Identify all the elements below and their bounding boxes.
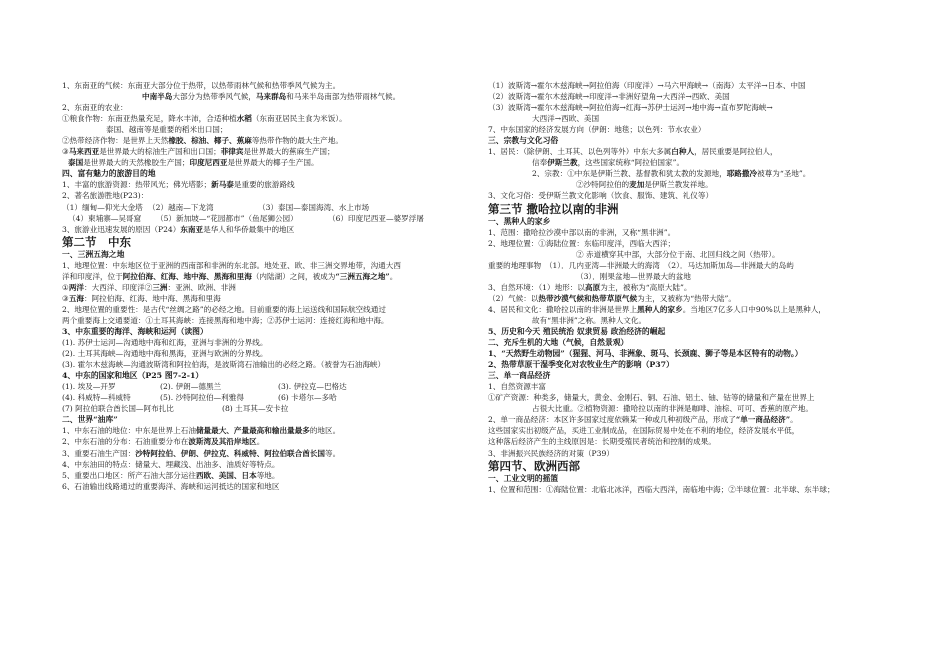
text-line: 大西洋→西欧、美国 xyxy=(532,114,600,124)
text-line: 4、居民和文化：撒哈拉以南的非洲是世界上黑种人的家乡。当地区7亿多人口中90%以上是黑种人， xyxy=(488,304,826,314)
text-line: 1、位置和范围：①海陆位置：北临北冰洋，西临大西洋，南临地中海；②半球位置：北半球、东半球； xyxy=(488,484,835,494)
text-line: (3). 霍尔木兹海峡—沟通波斯湾和阿拉伯海，是波斯湾石油输出的必经之路。（被誉为石油海峡） xyxy=(62,360,386,370)
text-line: ②沙特阿拉伯的麦加是伊斯兰教发祥地。 xyxy=(576,180,713,190)
section-heading: 4、中东的国家和地区（P25 图7-2-1） xyxy=(62,371,204,381)
text-line: 两个重要海上交通要道：①土耳其海峡：连接黑海和地中海；②苏伊士运河：连接红海和地中海。 xyxy=(62,315,389,325)
text-line: （3）波斯湾→霍尔木兹海峡→阿拉伯海→红海→苏伊士运河→地中海→直布罗陀海峡→ xyxy=(488,103,773,113)
text-line: （2）波斯湾→霍尔木兹海峡→印度洋→非洲好望角→大西洋→西欧、美国 xyxy=(488,92,730,102)
section-heading: 三、宗教与文化习俗 xyxy=(488,136,559,146)
text-line: (7) 阿拉伯联合酋长国—阿布扎比 (8) 土耳其—安卡拉 xyxy=(62,404,289,414)
text-line: ①粮食作物：东南亚热量充足，降水丰沛，合适种植水稻（东南亚居民主食为米饭）。 xyxy=(62,114,347,124)
left-column xyxy=(62,80,472,492)
text-line: 2、地理位置的重要性：是古代“丝绸之路”的必经之地。目前重要的海上运送线和国际航空线通过 xyxy=(62,304,386,314)
text-line: 1、中东石油的地位：中东是世界上石油储量最大、产量最高和输出量最多的地区。 xyxy=(62,426,341,436)
text-line: 这种落后经济产生的主线原因是：长期受殖民者统治和控制的成果。 xyxy=(488,437,716,447)
section-heading: 二、充斥生机的大地（气候，自然景观） xyxy=(488,338,629,348)
text-line: 1、居民：（除伊朗、土耳其、以色列等外）中东大多属白种人，居民重要是阿拉伯人， xyxy=(488,147,778,157)
section-heading: 一、工业文明的摇篮 xyxy=(488,473,559,483)
text-line: ③马来西亚是世界最大的棕油生产国和出口国；菲律宾是世界最大的蕉麻生产国； xyxy=(62,147,335,157)
chapter-heading: 第二节 中东 xyxy=(62,234,131,249)
chapter-heading: 第三节 撒哈拉以南的非洲 xyxy=(488,201,619,216)
text-line: （2）气候：以热带沙漠气候和热带草原气候为主，又被称为“热带大陆”。 xyxy=(488,293,737,303)
text-line: ② 赤道横穿其中部，大部分位于南、北回归线之间（热带）。 xyxy=(576,249,780,259)
section-heading: 一、黑种人的家乡 xyxy=(488,216,551,226)
text-line: 2、宗教：①中东是伊斯兰教、基督教和犹太教的发源地，耶路撒冷被尊为“圣地”。 xyxy=(532,169,811,179)
text-line: ②热带经济作物：是世界上天然橡胶、棕油、椰子、蕉麻等热带作物的最大生产地。 xyxy=(62,136,343,146)
text-line: 泰国、越南等是重要的稻米出口国； xyxy=(106,125,228,135)
section-heading: 1、“天然野生动物园”（猩猩、河马、非洲象、斑马、长颈鹿、狮子等是本区特有的动物。） xyxy=(488,349,803,359)
text-line: 7、中东国家的经济发展方向（伊朗：地毯；以色列：节水农业） xyxy=(488,125,706,135)
text-line: 1、地理位置：中东地区位于亚洲的西南部和非洲的东北部。地处亚、欧、非三洲交界地带，沟通大西 xyxy=(62,260,401,270)
section-heading: 5、历史和今天 殖民统治 奴隶贸易 政治经济的崛起 xyxy=(488,326,666,336)
text-line: 4、中东油田的特点：储量大、埋藏浅、出油多、油质好等特点。 xyxy=(62,459,280,469)
text-line: 1、自然资源丰富 xyxy=(488,382,546,392)
text-line: 3、非洲振兴民族经济的对策（P39） xyxy=(488,448,614,458)
text-line: 3、重要石油生产国：沙特阿拉伯、伊朗、伊拉克、科威特、阿拉伯联合酋长国等。 xyxy=(62,448,341,458)
text-line: 故有“黑非洲”之称。黑种人文化。 xyxy=(532,315,647,325)
section-heading: 二、世界“油库” xyxy=(62,415,118,425)
text-line: 占很大比重。②植物资源：撒哈拉以南的非洲是咖啡、油棕、可可、香蕉的原产地。 xyxy=(532,404,813,414)
text-line: (1). 埃及—开罗 (2). 伊朗—德黑兰 (3). 伊拉克—巴格达 xyxy=(62,382,347,392)
section-heading: 一、三洲五海之地 xyxy=(62,249,125,259)
text-line: 6、石油输出线路通过的重要海洋、海峡和运河抵达的国家和地区 xyxy=(62,481,280,491)
text-line: 这些国家实出初级产品，买进工业制成品，在国际贸易中处在不利的地位，经济发展水平低， xyxy=(488,426,800,436)
text-line: (4). 科威特—科威特 (5). 沙特阿拉伯—利雅得 (6) 卡塔尔—多哈 xyxy=(62,393,337,403)
text-line: （1）波斯湾→霍尔木兹海峡→阿拉伯海（印度洋）→马六甲海峡→（南海）太平洋→日本、中国 xyxy=(488,81,806,90)
chapter-heading: 第四节、欧洲西部 xyxy=(488,458,580,473)
text-line: 2、中东石油的分布：石油重要分布在波斯湾及其沿岸地区。 xyxy=(62,437,265,447)
text-line: （3）．刚果盆地—世界最大的盆地 xyxy=(576,271,691,281)
text-line: 1、东南亚的气候：东南亚大部分位于热带，以热带雨林气候和热带季风气候为主。 xyxy=(62,81,341,90)
text-line: （1）缅甸—仰光大金塔 （2）越南—下龙湾 （3）泰国—泰国海湾、水上市场 xyxy=(62,202,370,212)
text-line: ③五海：阿拉伯海、红海、地中海、黑海和里海 xyxy=(62,293,221,303)
text-line: 5、重要出口地区：所产石油大部分运往西欧、美国、日本等地。 xyxy=(62,470,280,480)
text-line: 重要的地理事物 （1）．几内亚湾—非洲最大的海湾 （2）．马达加斯加岛—非洲最大的岛屿 xyxy=(488,260,794,270)
right-column xyxy=(488,80,908,495)
section-heading: 四、富有魅力的旅游目的地 xyxy=(62,169,156,179)
text-line: 中南半岛大部分为热带季风气候，马来群岛和马来半岛南部为热带雨林气候。 xyxy=(142,92,401,102)
section-heading: 3、中东重要的海洋、海峡和运河（读图） xyxy=(62,326,208,336)
text-line: ①两洋：大西洋、印度洋②三洲：亚洲、欧洲、非洲 xyxy=(62,282,236,292)
text-line: 2、地理位置：①海陆位置：东临印度洋，西临大西洋； xyxy=(488,238,676,248)
text-line: 洋和印度洋，位于阿拉伯海、红海、地中海、黑海和里海（内陆湖）之间，被成为“三洲五海之地”。 xyxy=(62,271,398,281)
text-line: 1、范围：撒哈拉沙漠中部以南的非洲，又称“黑非洲”。 xyxy=(488,227,676,237)
text-line: 3、文化习俗：受伊斯兰教文化影响（饮食、服饰、建筑、礼仪等） xyxy=(488,191,714,201)
section-heading: 三、单一商品经济 xyxy=(488,371,551,381)
text-line: 2、著名旅游胜地(P23)： xyxy=(62,191,149,201)
text-line: 3、旅游业迅速发展的原因（P24）东南亚是华人和华侨最集中的地区 xyxy=(62,224,295,234)
text-line: ①矿产资源：种类多，储量大，黄金、金刚石、铜、石油、铝土、铀、钴等的储量和产量在世界上 xyxy=(488,393,815,403)
text-line: 3、自然环境：（1）地形：以高原为主，被称为“高原大陆”。 xyxy=(488,282,692,292)
text-line: (2). 土耳其海峡—沟通地中海和黑海，亚洲与欧洲的分界线。 xyxy=(62,349,268,359)
text-line: (1). 苏伊士运河—沟通地中海和红海，亚洲与非洲的分界线。 xyxy=(62,338,268,348)
text-line: 1、丰富的旅游资源：热带风光；佛光塔影；新马泰是重要的旅游路线 xyxy=(62,180,295,190)
text-line: 2、单一商品经济：本区许多国家过度依赖某一种或几种初级产品，形成了“单一商品经济”。 xyxy=(488,415,798,425)
text-line: 信奉伊斯兰教，这些国家统称“阿拉伯国家”。 xyxy=(532,158,685,168)
text-line: 泰国是世界最大的天然橡胶生产国；印度尼西亚是世界最大的椰子生产国。 xyxy=(68,158,319,168)
text-line: 2、东南亚的农业： xyxy=(62,103,128,113)
section-heading: 2、热带草原干湿季变化对农牧业生产的影响（P37） xyxy=(488,360,674,370)
text-line: （4）柬埔寨—吴哥窟 （5）新加坡—“花园都市”（鱼尾狮公园） （6）印度尼西亚—婆罗浮屠 xyxy=(68,213,424,223)
